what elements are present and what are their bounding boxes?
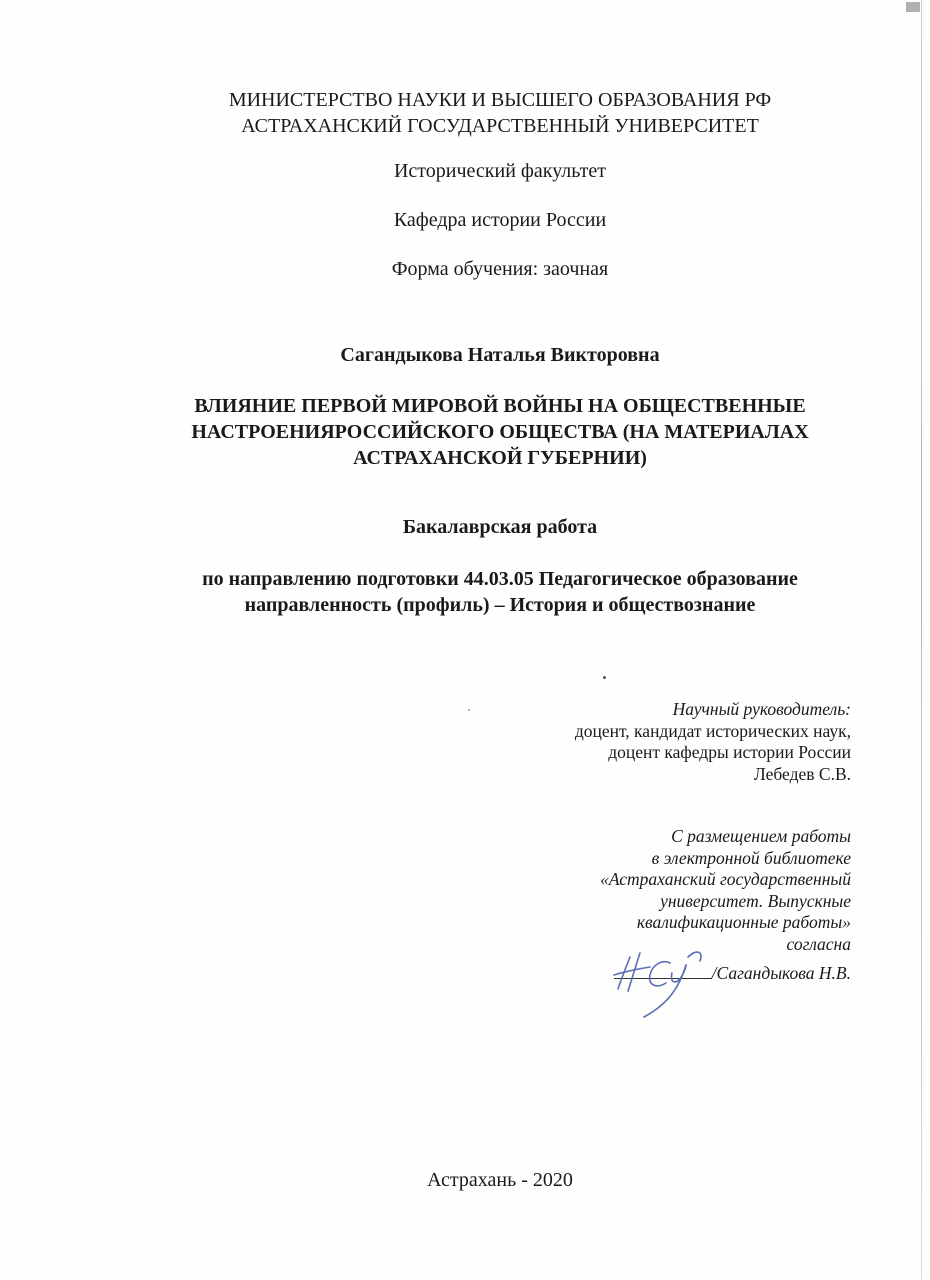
ministry-name: МИНИСТЕРСТВО НАУКИ И ВЫСШЕГО ОБРАЗОВАНИЯ РФ xyxy=(228,89,772,111)
supervisor-title: доцент, кандидат исторических наук, xyxy=(574,720,851,741)
direction-line: направленность (профиль) – История и обществознание xyxy=(244,594,756,616)
signature-name: /Сагандыкова Н.В. xyxy=(711,963,851,983)
scan-speck xyxy=(603,676,606,679)
work-type: Бакалаврская работа xyxy=(402,516,598,538)
direction-line: по направлению подготовки 44.03.05 Педагогическое образование xyxy=(202,568,798,590)
consent-line: С размещением работы xyxy=(671,826,851,846)
scan-artifact xyxy=(906,2,920,12)
supervisor-label: Научный руководитель: xyxy=(672,699,851,719)
supervisor-position: доцент кафедры истории России xyxy=(608,742,851,762)
consent-line: «Астраханский государственный xyxy=(600,869,851,889)
title-line: АСТРАХАНСКОЙ ГУБЕРНИИ) xyxy=(353,447,647,469)
consent-line: университет. Выпускные xyxy=(660,890,851,911)
supervisor-name: Лебедев С.В. xyxy=(753,763,851,784)
scan-speck xyxy=(468,709,470,711)
study-direction xyxy=(100,566,900,618)
page-edge xyxy=(921,0,922,1280)
supervisor-block xyxy=(575,699,851,785)
author-name: Сагандыкова Наталья Викторовна xyxy=(340,344,660,366)
consent-block xyxy=(600,826,851,955)
thesis-title xyxy=(100,393,900,471)
header-block xyxy=(100,87,900,139)
study-form: Форма обучения: заочная xyxy=(391,258,609,280)
title-line: НАСТРОЕНИЯРОССИЙСКОГО ОБЩЕСТВА (НА МАТЕРИАЛАХ xyxy=(191,421,809,443)
department-name: Кафедра истории России xyxy=(393,209,607,231)
consent-line: в электронной библиотеке xyxy=(651,847,851,868)
title-line: ВЛИЯНИЕ ПЕРВОЙ МИРОВОЙ ВОЙНЫ НА ОБЩЕСТВЕННЫЕ xyxy=(194,395,806,417)
consent-line: квалификационные работы» xyxy=(636,912,851,932)
handwritten-signature xyxy=(600,945,720,1025)
faculty-name: Исторический факультет xyxy=(393,160,607,182)
city-year: Астрахань - 2020 xyxy=(427,1169,573,1191)
consent-line: согласна xyxy=(786,933,851,954)
university-name: АСТРАХАНСКИЙ ГОСУДАРСТВЕННЫЙ УНИВЕРСИТЕТ xyxy=(241,115,759,137)
